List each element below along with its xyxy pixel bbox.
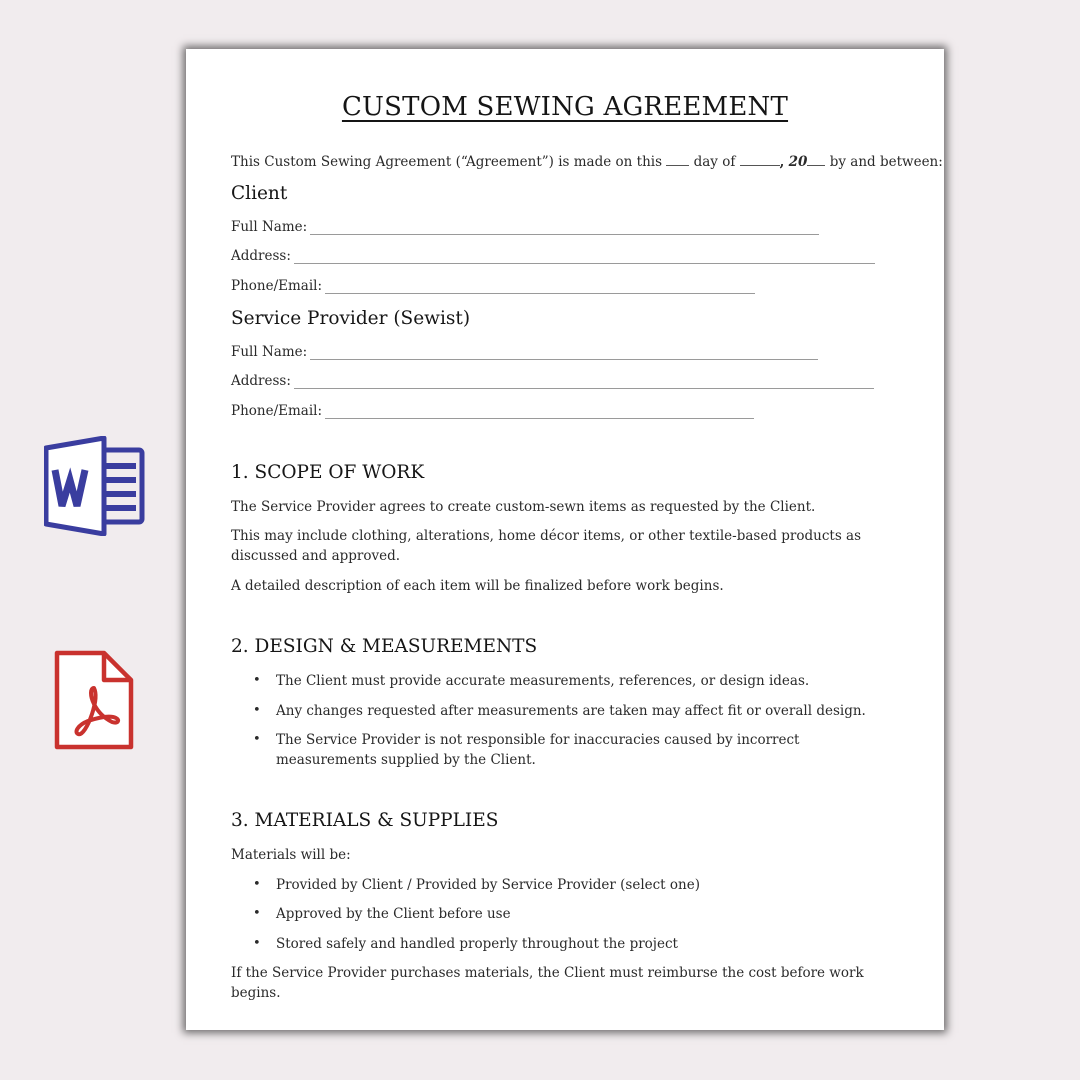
year-prefix: 20 bbox=[788, 154, 808, 170]
document-page bbox=[186, 49, 944, 1030]
client-full-name-field[interactable] bbox=[231, 219, 819, 235]
day-blank[interactable] bbox=[666, 153, 689, 166]
client-address-line[interactable] bbox=[294, 251, 875, 264]
client-heading: Client bbox=[231, 183, 288, 204]
word-document-icon[interactable] bbox=[44, 436, 146, 536]
intro-day-of: day of bbox=[693, 154, 736, 170]
intro-by-between: by and between: bbox=[829, 154, 943, 170]
section-3-bullet: • Provided by Client / Provided by Service Provider (select one) bbox=[253, 875, 895, 895]
provider-full-name-line[interactable] bbox=[310, 347, 818, 360]
section-2-bullet: • Any changes requested after measurements are taken may affect fit or overall design. bbox=[253, 701, 895, 721]
intro-text: This Custom Sewing Agreement (“Agreement”) is made on this bbox=[231, 154, 663, 170]
section-1-heading: 1. SCOPE OF WORK bbox=[231, 462, 425, 483]
section-1-paragraph: A detailed description of each item will be finalized before work begins. bbox=[231, 578, 724, 594]
section-3-bullet: • Stored safely and handled properly throughout the project bbox=[253, 934, 895, 954]
client-address-label: Address: bbox=[231, 248, 291, 264]
provider-phone-email-label: Phone/Email: bbox=[231, 403, 323, 419]
provider-phone-email-field[interactable] bbox=[231, 403, 754, 419]
client-phone-email-field[interactable] bbox=[231, 278, 755, 294]
section-3-heading: 3. MATERIALS & SUPPLIES bbox=[231, 810, 499, 831]
provider-full-name-field[interactable] bbox=[231, 344, 818, 360]
intro-comma: , bbox=[779, 154, 785, 170]
section-3-closing: If the Service Provider purchases materials, the Client must reimburse the cost before work begins. bbox=[231, 965, 864, 1001]
provider-heading: Service Provider (Sewist) bbox=[231, 308, 471, 329]
provider-address-field[interactable] bbox=[231, 373, 874, 389]
pdf-document-icon[interactable] bbox=[54, 650, 134, 750]
month-blank[interactable] bbox=[740, 153, 780, 166]
client-full-name-line[interactable] bbox=[310, 222, 819, 235]
client-phone-email-line[interactable] bbox=[325, 281, 755, 294]
section-2-bullet: • The Client must provide accurate measurements, references, or design ideas. bbox=[253, 671, 895, 691]
intro-line bbox=[231, 153, 943, 170]
provider-address-label: Address: bbox=[231, 373, 291, 389]
section-2-bullet: • The Service Provider is not responsible for inaccuracies caused by incorrect measurements supplied by the Client. bbox=[253, 730, 895, 770]
section-3-bullet: • Approved by the Client before use bbox=[253, 904, 895, 924]
client-phone-email-label: Phone/Email: bbox=[231, 278, 323, 294]
section-1-paragraph: The Service Provider agrees to create custom-sewn items as requested by the Client. bbox=[231, 499, 816, 515]
provider-phone-email-line[interactable] bbox=[325, 406, 754, 419]
section-3-lead: Materials will be: bbox=[231, 847, 351, 863]
section-2-heading: 2. DESIGN & MEASUREMENTS bbox=[231, 636, 538, 657]
section-1-paragraph: This may include clothing, alterations, home décor items, or other textile-based products as discussed and approved. bbox=[231, 528, 862, 564]
year-blank[interactable] bbox=[807, 153, 825, 166]
client-full-name-label: Full Name: bbox=[231, 219, 308, 235]
provider-address-line[interactable] bbox=[294, 376, 874, 389]
document-title: CUSTOM SEWING AGREEMENT bbox=[341, 92, 789, 122]
client-address-field[interactable] bbox=[231, 248, 875, 264]
provider-full-name-label: Full Name: bbox=[231, 344, 308, 360]
